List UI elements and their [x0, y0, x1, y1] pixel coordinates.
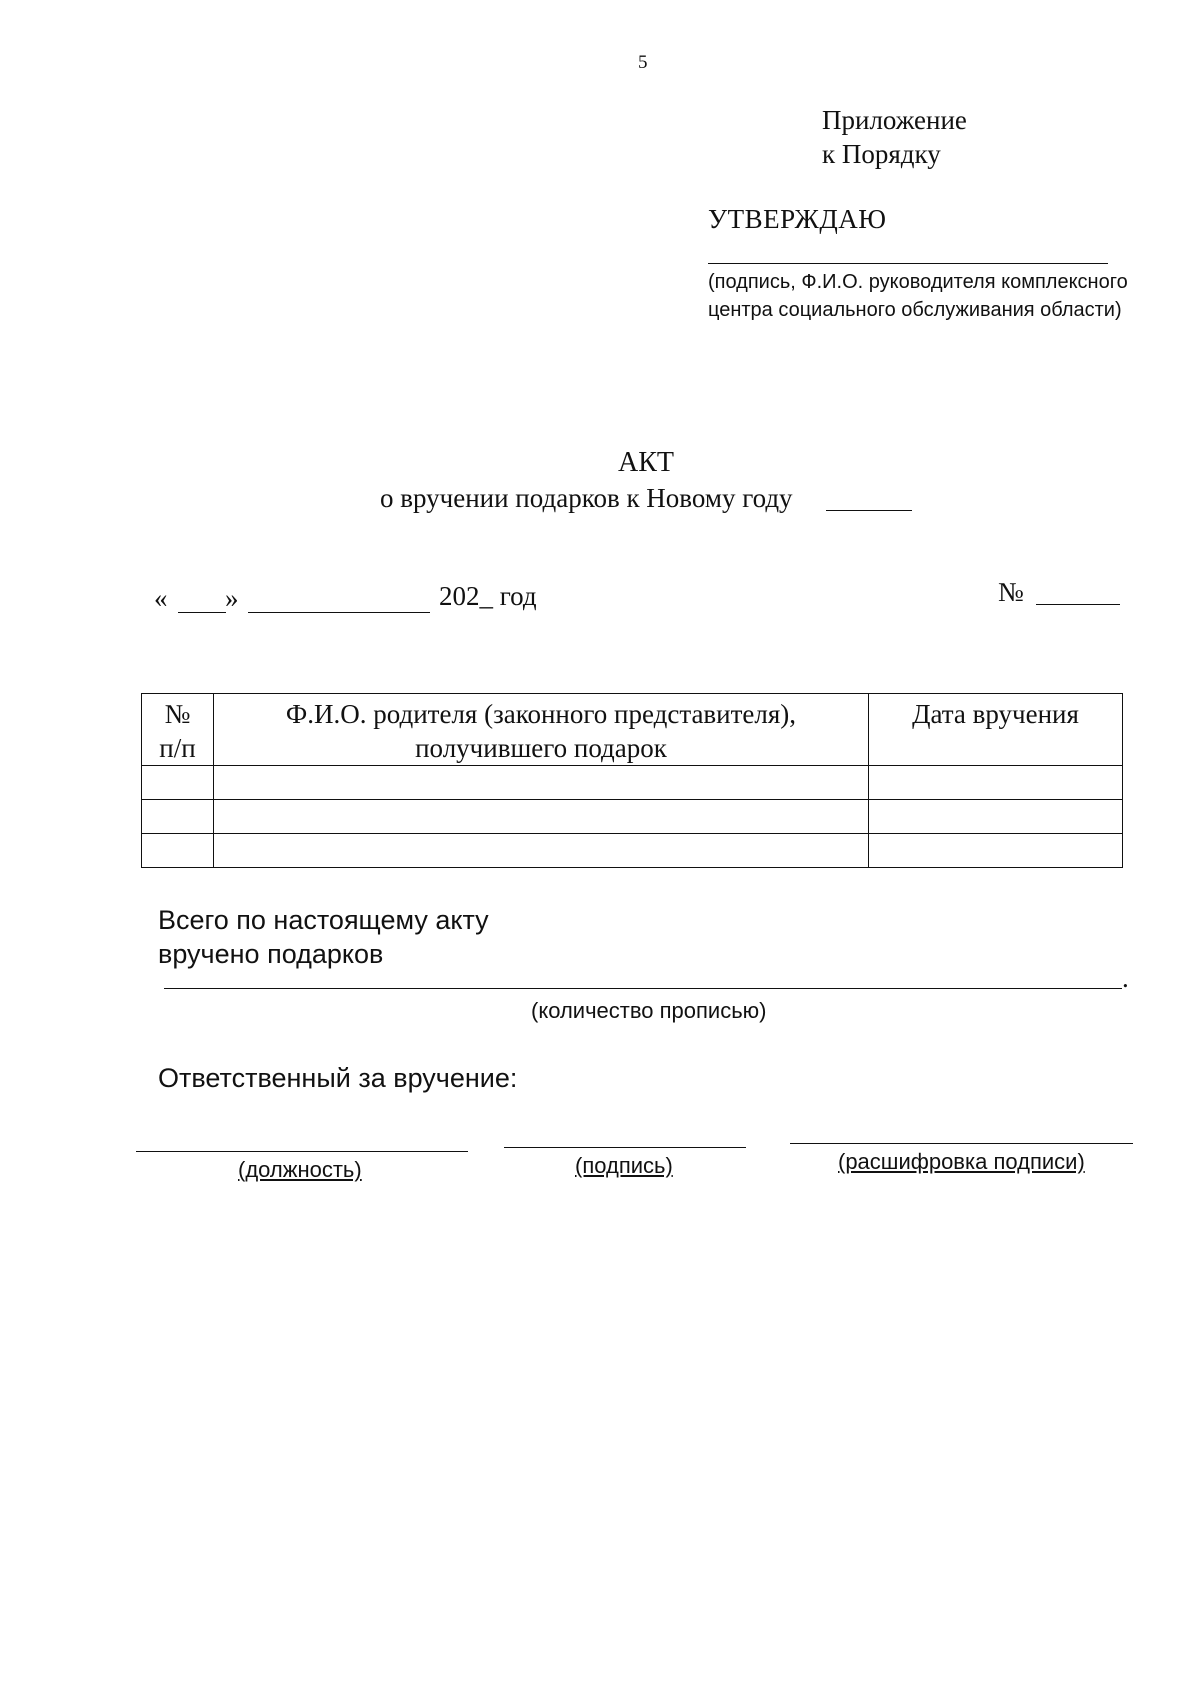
table-row	[142, 800, 1123, 834]
table-cell[interactable]	[869, 800, 1123, 834]
table-header-row	[142, 694, 1123, 766]
table-cell[interactable]	[869, 766, 1123, 800]
year-blank-field[interactable]	[826, 510, 912, 511]
table-cell[interactable]	[214, 800, 869, 834]
position-blank-field[interactable]	[136, 1151, 468, 1152]
document-title: АКТ	[618, 447, 674, 478]
name-caption: (расшифровка подписи)	[838, 1149, 1085, 1174]
name-blank-field[interactable]	[790, 1143, 1133, 1144]
table-cell[interactable]	[214, 834, 869, 868]
page-number: 5	[638, 52, 648, 73]
approver-caption: (подпись, Ф.И.О. руководителя комплексного центра социального обслуживания области)	[708, 271, 1128, 321]
number-label: №	[998, 577, 1024, 607]
table-cell[interactable]	[142, 766, 214, 800]
day-blank-field[interactable]	[178, 612, 226, 613]
signature-blank-field[interactable]	[504, 1147, 746, 1148]
column-header-delivery-date: Дата вручения	[869, 694, 1123, 766]
total-label-line1: Всего по настоящему акту	[158, 905, 489, 935]
table-row	[142, 834, 1123, 868]
date-close-quote: »	[225, 583, 239, 613]
total-quantity-blank-field[interactable]	[164, 988, 1122, 989]
table-cell[interactable]	[142, 800, 214, 834]
table-cell[interactable]	[869, 834, 1123, 868]
table-cell[interactable]	[142, 834, 214, 868]
column-header-parent-name: Ф.И.О. родителя (законного представителя), получившего подарок	[214, 694, 869, 766]
total-end-mark: .	[1122, 963, 1129, 993]
gifts-table	[141, 693, 1123, 868]
total-label-line2: вручено подарков	[158, 939, 384, 969]
year-label: 202_ год	[439, 581, 537, 611]
approver-signature-line[interactable]	[708, 263, 1108, 264]
act-number-blank-field[interactable]	[1036, 604, 1120, 605]
position-caption: (должность)	[238, 1157, 362, 1182]
date-open-quote: «	[154, 583, 168, 613]
document-subtitle: о вручении подарков к Новому году	[380, 483, 793, 513]
signature-caption: (подпись)	[575, 1153, 673, 1178]
responsible-label: Ответственный за вручение:	[158, 1063, 518, 1093]
column-header-number: № п/п	[142, 694, 214, 766]
appendix-reference: к Порядку	[822, 139, 941, 169]
approval-heading: УТВЕРЖДАЮ	[708, 204, 887, 234]
month-blank-field[interactable]	[248, 612, 430, 613]
table-row	[142, 766, 1123, 800]
table-cell[interactable]	[214, 766, 869, 800]
appendix-label: Приложение	[822, 105, 967, 135]
quantity-caption: (количество прописью)	[531, 998, 767, 1023]
